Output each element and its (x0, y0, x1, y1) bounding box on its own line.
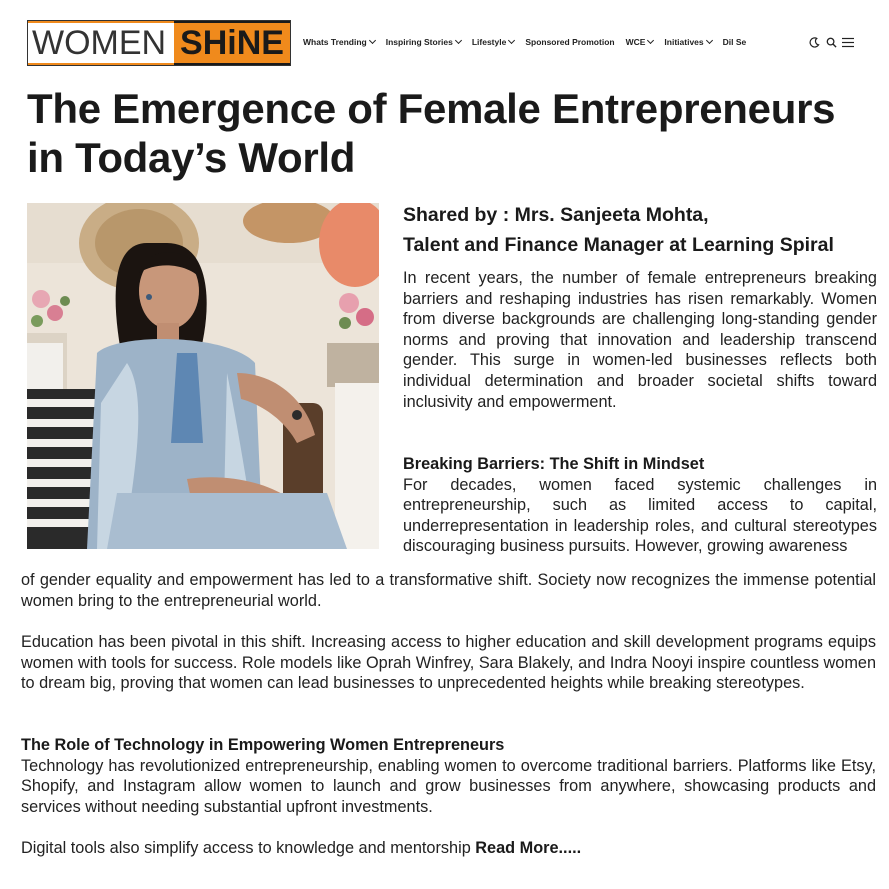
read-more-link[interactable]: Read More..... (475, 839, 582, 857)
nav-item-label: Whats Trending (303, 37, 367, 47)
closing-text: Digital tools also simplify access to knowledge and mentorship (21, 839, 471, 857)
main-nav (303, 37, 757, 47)
chevron-down-icon (647, 37, 654, 44)
nav-item-dil-se[interactable] (723, 37, 747, 47)
site-header (0, 0, 889, 80)
section-paragraph-continued: of gender equality and empowerment has led to a transformative shift. Society now recognizes the immense potential women bring to the entrepreneurial world. (21, 571, 876, 610)
nav-item-label: Lifestyle (471, 37, 507, 47)
section-paragraph: Technology has revolutionized entrepreneurship, enabling women to overcome traditional barriers. Platforms like Etsy, Shopify, and Instagram allow women to launch and grow businesses from anywhere, showcasing products and services without needing substantial upfront investments. (21, 756, 876, 816)
header-icon-group (808, 36, 854, 48)
nav-item-label: Sponsored Promotion (525, 37, 615, 47)
search-icon[interactable] (825, 36, 837, 48)
chevron-down-icon (706, 37, 713, 44)
logo-shine-text: SHiNE (174, 21, 290, 65)
theme-toggle-icon[interactable] (808, 36, 820, 48)
section-heading: Breaking Barriers: The Shift in Mindset (403, 455, 705, 473)
logo-women-text: WOMEN (28, 21, 174, 65)
chevron-down-icon (455, 37, 462, 44)
chevron-down-icon (508, 37, 515, 44)
byline-author: Shared by : Mrs. Sanjeeta Mohta, (403, 204, 709, 226)
author-photo (27, 203, 379, 549)
nav-item-inspiring-stories[interactable] (386, 37, 461, 47)
article-title: The Emergence of Female Entrepreneurs in Today’s World (27, 85, 836, 181)
nav-item-whats-trending[interactable] (303, 37, 375, 47)
byline-role: Talent and Finance Manager at Learning Spiral (403, 234, 834, 256)
closing-paragraph (21, 838, 876, 859)
nav-item-sponsored-promotion[interactable] (525, 37, 614, 47)
nav-item-lifestyle[interactable] (472, 37, 515, 47)
nav-item-initiatives[interactable] (664, 37, 711, 47)
section-paragraph: For decades, women faced systemic challenges in entrepreneurship, such as limited access to capital, underrepresentation in leadership roles, and cultural stereotypes discouraging business pursuits. However, growing awareness (403, 475, 877, 556)
intro-paragraph: In recent years, the number of female entrepreneurs breaking barriers and reshaping industries has risen remarkably. Women from diverse backgrounds are challenging long-standing gender norms and proving that innovation and leadership transcend gender. This surge in women-led businesses reflects both individual determination and broader societal shifts toward inclusivity and empowerment. (403, 269, 877, 411)
section-heading: The Role of Technology in Empowering Women Entrepreneurs (21, 736, 505, 754)
chevron-down-icon (369, 37, 376, 44)
nav-item-label: Inspiring Stories (385, 37, 453, 47)
nav-item-label: Dil Se (722, 37, 747, 47)
section-breaking-barriers (403, 454, 877, 557)
education-paragraph: Education has been pivotal in this shift. Increasing access to higher education and skill development programs equips women with tools for success. Role models like Oprah Winfrey, Sara Blakely, and Indra Nooyi inspire countless women to dream big, proving that women can lead businesses to unprecedented heights while breaking stereotypes. (21, 633, 876, 693)
site-logo[interactable] (27, 20, 291, 66)
section-technology (21, 735, 876, 817)
nav-item-label: WCE (625, 37, 646, 47)
menu-icon[interactable] (842, 36, 854, 48)
nav-item-label: Initiatives (664, 37, 704, 47)
article-byline (403, 200, 878, 260)
nav-item-wce[interactable] (626, 37, 654, 47)
